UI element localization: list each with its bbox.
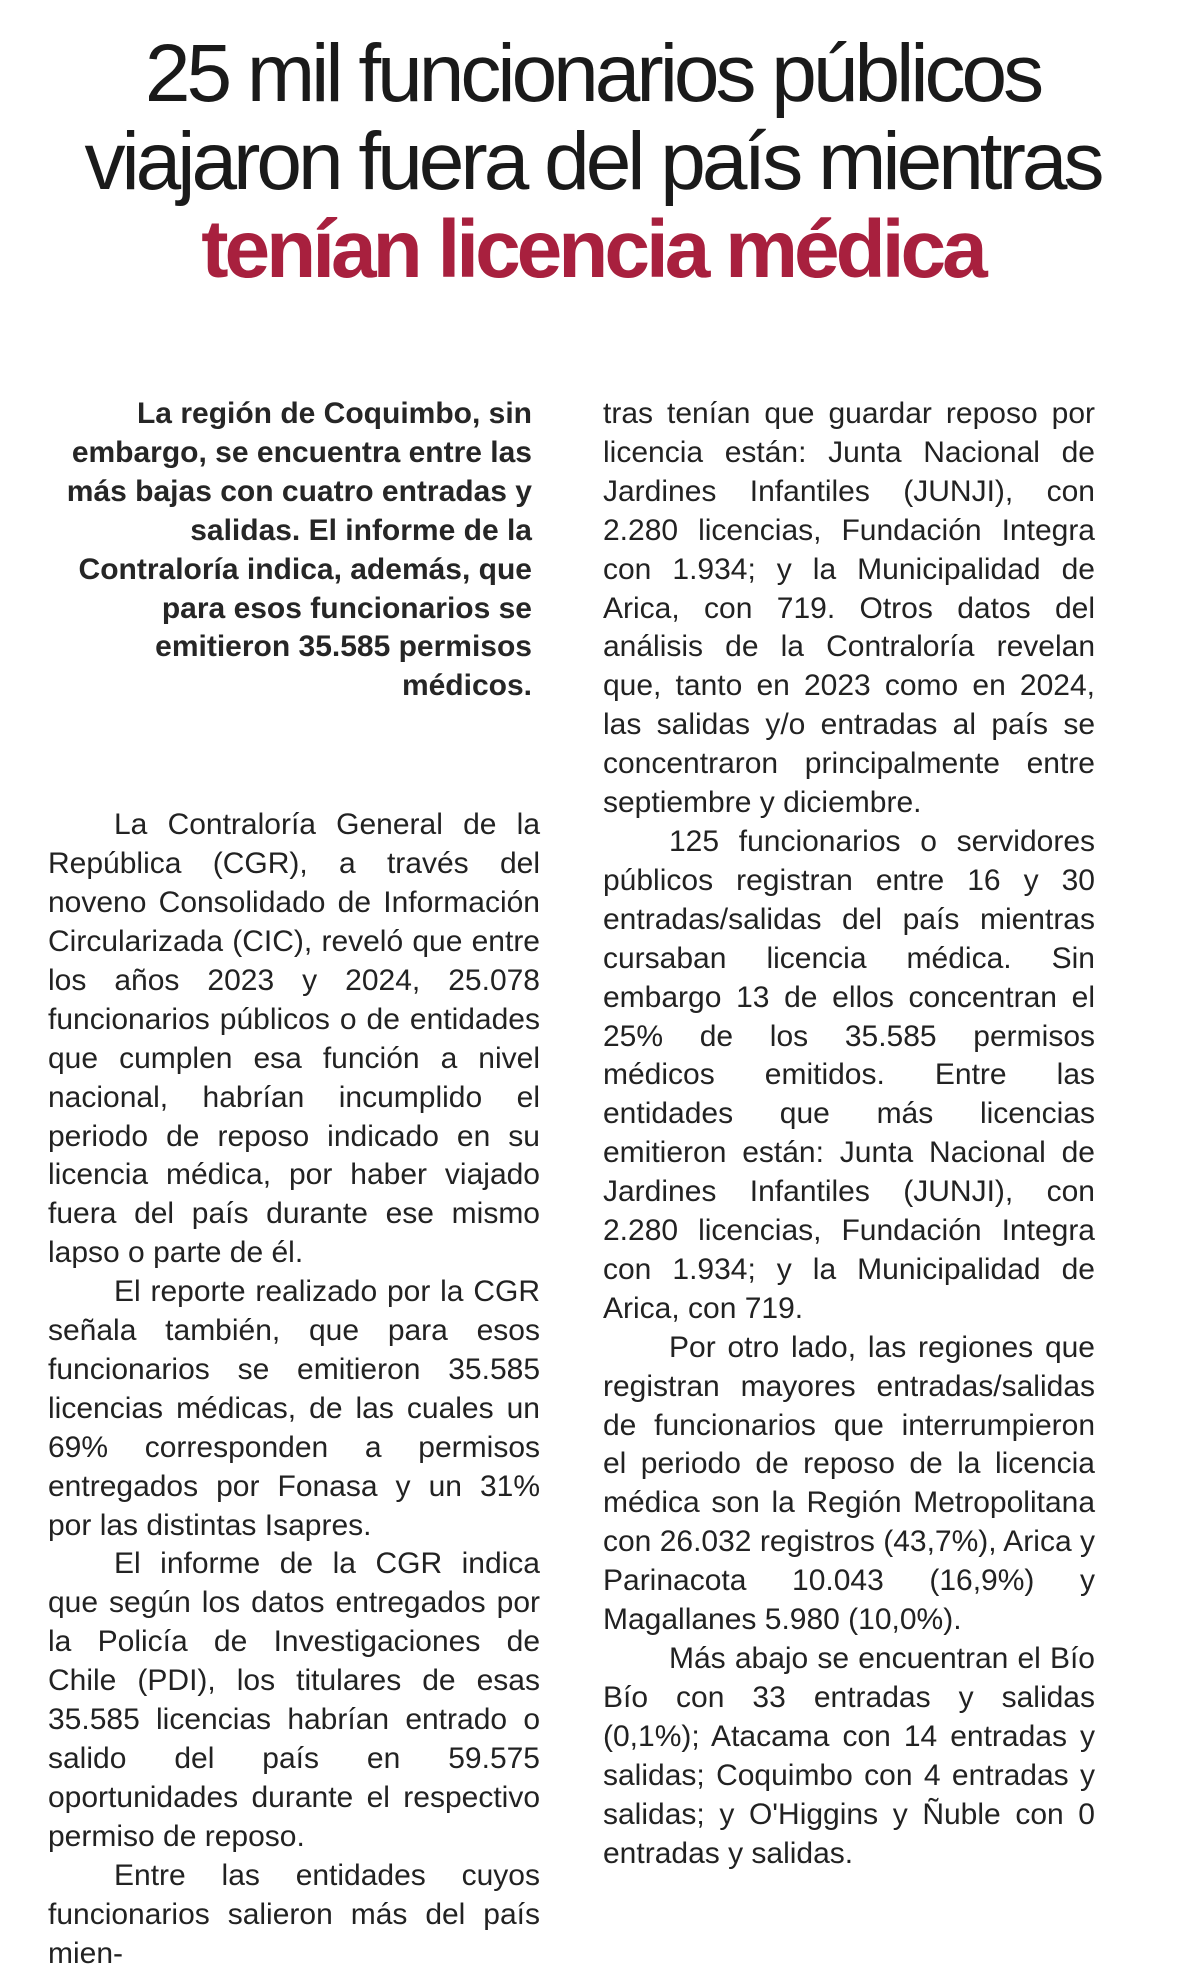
headline [0, 30, 1185, 294]
body-paragraph-3: El informe de la CGR indica que según los datos entregados por la Policía de Investigaciones de Chile (PDI), los titulares de esas 35.585 licencias habrían entrado o salido del país en 59.575 oportunidades durante el respectivo permiso de reposo. [48, 1547, 540, 1853]
article-column-left [48, 395, 540, 1973]
column-spacer [48, 706, 540, 806]
headline-accent-line: tenían licencia médica [201, 204, 984, 295]
headline-line-2: viajaron fuera del país mientras [84, 116, 1101, 207]
body-paragraph-1: La Contraloría General de la República (CGR), a través del noveno Consolidado de Información Circularizada (CIC), reveló que entre los años 2023 y 2024, 25.078 funcionarios públicos o de entidades que cumplen esa función a nivel nacional, habrían incumplido el periodo de reposo indicado en su licencia médica, por haber viajado fuera del país durante ese mismo lapso o parte de él. [48, 808, 540, 1270]
headline-line-1: 25 mil funcionarios públicos [144, 28, 1041, 119]
body-paragraph-5: 125 funcionarios o servidores públicos registran entre 16 y 30 entradas/salidas del país mientras cursaban licencia médica. Sin embargo 13 de ellos concentran el 25% de los 35.585 permisos médicos emitidos. Entre las entidades que más licencias emitieron están: Junta Nacional de Jardines Infantiles (JUNJI), con 2.280 licencias, Fundación Integra con 1.934; y la Municipalidad de Arica, con 719. [603, 824, 1095, 1325]
body-paragraph-4-continued: tras tenían que guardar reposo por licencia están: Junta Nacional de Jardines Infantiles (JUNJI), con 2.280 licencias, Fundación Integra con 1.934; y la Municipalidad de Arica, con 719. Otros datos del análisis de la Contraloría revelan que, tanto en 2023 como en 2024, las salidas y/o entradas al país se concentraron principalmente entre septiembre y diciembre. [603, 397, 1095, 820]
lead-paragraph: La región de Coquimbo, sin embargo, se encuentra entre las más bajas con cuatro entradas y salidas. El informe de la Contraloría indica, además, que para esos funcionarios se emitieron 35.585 permisos médicos. [66, 397, 532, 703]
article-column-right [603, 395, 1095, 1873]
body-paragraph-7: Más abajo se encuentran el Bío Bío con 33 entradas y salidas (0,1%); Atacama con 14 entradas y salidas; Coquimbo con 4 entradas y salidas; y O'Higgins y Ñuble con 0 entradas y salidas. [603, 1642, 1095, 1870]
body-paragraph-6: Por otro lado, las regiones que registran mayores entradas/salidas de funcionarios que interrumpieron el periodo de reposo de la licencia médica son la Región Metropolitana con 26.032 registros (43,7%), Arica y Parinacota 10.043 (16,9%) y Magallanes 5.980 (10,0%). [603, 1330, 1095, 1637]
body-paragraph-4-start: Entre las entidades cuyos funcionarios salieron más del país mien- [48, 1858, 540, 1970]
body-paragraph-2: El reporte realizado por la CGR señala también, que para esos funcionarios se emitieron 35.585 licencias médicas, de las cuales un 69% corresponden a permisos entregados por Fonasa y un 31% por las distintas Isapres. [48, 1275, 540, 1542]
